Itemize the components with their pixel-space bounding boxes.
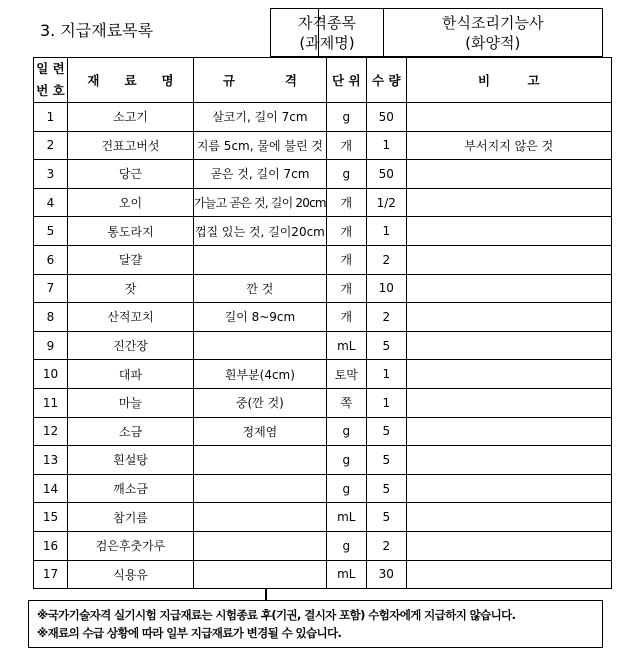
spec: 깐 것 — [194, 274, 327, 303]
unit: mL — [326, 560, 366, 589]
row-no: 1 — [34, 103, 68, 132]
value-line2: (화양적) — [465, 33, 521, 52]
quantity: 5 — [366, 331, 406, 360]
unit: mL — [326, 503, 366, 532]
section-title: 3. 지급재료목록 — [40, 21, 154, 40]
material-name: 깨소금 — [68, 474, 194, 503]
unit: 개 — [326, 217, 366, 246]
row-no: 17 — [34, 560, 68, 589]
unit: g — [326, 160, 366, 189]
material-name: 소고기 — [68, 103, 194, 132]
spec: 곧은 것, 길이 7cm — [194, 160, 327, 189]
connector-line — [265, 588, 267, 600]
label-line2: (과제명) — [299, 33, 355, 52]
table-row — [34, 131, 612, 160]
table-row — [34, 388, 612, 417]
spec: 껍질 있는 것, 길이20cm — [194, 217, 327, 246]
value-line1: 한식조리기능사 — [442, 13, 544, 32]
spec — [194, 531, 327, 560]
row-no: 12 — [34, 417, 68, 446]
row-no: 13 — [34, 446, 68, 475]
remark — [406, 245, 611, 274]
table-row — [34, 360, 612, 389]
row-no: 15 — [34, 503, 68, 532]
unit: 개 — [326, 245, 366, 274]
row-no: 2 — [34, 131, 68, 160]
remark — [406, 274, 611, 303]
remark — [406, 474, 611, 503]
table-row — [34, 188, 612, 217]
unit: g — [326, 474, 366, 503]
qualification-value — [383, 8, 604, 57]
spec — [194, 560, 327, 589]
material-name: 흰설탕 — [68, 446, 194, 475]
spec: 살코기, 길이 7cm — [194, 103, 327, 132]
table-row — [34, 503, 612, 532]
remark — [406, 217, 611, 246]
label-line1: 자격종목 — [298, 13, 356, 32]
table-row — [34, 160, 612, 189]
material-name: 진간장 — [68, 331, 194, 360]
table-row — [34, 303, 612, 332]
spec — [194, 474, 327, 503]
quantity: 1 — [366, 131, 406, 160]
col-spec: 규 격 — [194, 58, 327, 103]
table-header — [34, 58, 612, 103]
table-row — [34, 331, 612, 360]
table-row — [34, 103, 612, 132]
unit: g — [326, 103, 366, 132]
remark — [406, 188, 611, 217]
row-no: 11 — [34, 388, 68, 417]
remark — [406, 360, 611, 389]
table-row — [34, 531, 612, 560]
quantity: 2 — [366, 531, 406, 560]
row-no: 4 — [34, 188, 68, 217]
table-row — [34, 560, 612, 589]
unit: 개 — [326, 188, 366, 217]
table-row — [34, 274, 612, 303]
unit: 개 — [326, 131, 366, 160]
row-no: 8 — [34, 303, 68, 332]
quantity: 10 — [366, 274, 406, 303]
unit: mL — [326, 331, 366, 360]
col-no — [34, 58, 68, 103]
row-no: 5 — [34, 217, 68, 246]
col-no-line1: 일 련 — [36, 61, 65, 76]
material-name: 달걀 — [68, 245, 194, 274]
quantity: 5 — [366, 446, 406, 475]
material-name: 건표고버섯 — [68, 131, 194, 160]
quantity: 5 — [366, 474, 406, 503]
table-row — [34, 417, 612, 446]
unit: 토막 — [326, 360, 366, 389]
notice-line: ※국가기술자격 실기시험 지급재료는 시험종료 후(기권, 결시자 포함) 수험자에게 지급하지 않습니다. — [37, 608, 516, 622]
table-row — [34, 474, 612, 503]
row-no: 6 — [34, 245, 68, 274]
remark — [406, 503, 611, 532]
material-name: 식용유 — [68, 560, 194, 589]
col-qty: 수 량 — [366, 58, 406, 103]
quantity: 5 — [366, 503, 406, 532]
remark — [406, 388, 611, 417]
spec — [194, 503, 327, 532]
quantity: 1/2 — [366, 188, 406, 217]
remark — [406, 560, 611, 589]
unit: g — [326, 446, 366, 475]
quantity: 2 — [366, 245, 406, 274]
row-no: 9 — [34, 331, 68, 360]
spec — [194, 245, 327, 274]
spec: 길이 8~9cm — [194, 303, 327, 332]
material-name: 참기름 — [68, 503, 194, 532]
quantity: 50 — [366, 160, 406, 189]
material-name: 잣 — [68, 274, 194, 303]
unit: 쪽 — [326, 388, 366, 417]
col-name: 재 료 명 — [68, 58, 194, 103]
material-name: 검은후춧가루 — [68, 531, 194, 560]
table-row — [34, 446, 612, 475]
table-row — [34, 217, 612, 246]
quantity: 2 — [366, 303, 406, 332]
unit: 개 — [326, 303, 366, 332]
spec: 중(깐 것) — [194, 388, 327, 417]
material-name: 소금 — [68, 417, 194, 446]
material-name: 산적꼬치 — [68, 303, 194, 332]
row-no: 3 — [34, 160, 68, 189]
row-no: 7 — [34, 274, 68, 303]
material-name: 마늘 — [68, 388, 194, 417]
quantity: 50 — [366, 103, 406, 132]
table-row — [34, 245, 612, 274]
col-note: 비 고 — [406, 58, 611, 103]
materials-table — [33, 57, 612, 589]
spec: 정제염 — [194, 417, 327, 446]
remark — [406, 303, 611, 332]
remark — [406, 103, 611, 132]
remark — [406, 160, 611, 189]
notice-box — [28, 600, 603, 648]
quantity: 1 — [366, 388, 406, 417]
notice-line: ※재료의 수급 상황에 따라 일부 지급재료가 변경될 수 있습니다. — [37, 626, 342, 640]
row-no: 10 — [34, 360, 68, 389]
quantity: 1 — [366, 217, 406, 246]
unit: 개 — [326, 274, 366, 303]
unit: g — [326, 417, 366, 446]
material-name: 통도라지 — [68, 217, 194, 246]
spec: 지름 5cm, 물에 불린 것 — [194, 131, 327, 160]
remark — [406, 331, 611, 360]
material-name: 오이 — [68, 188, 194, 217]
qualification-label — [270, 8, 384, 57]
remark — [406, 446, 611, 475]
spec — [194, 331, 327, 360]
col-no-line2: 번 호 — [36, 83, 65, 98]
row-no: 16 — [34, 531, 68, 560]
material-name: 대파 — [68, 360, 194, 389]
unit: g — [326, 531, 366, 560]
spec: 가늘고 곧은 것, 길이 20cm — [194, 188, 327, 217]
material-name: 당근 — [68, 160, 194, 189]
spec — [194, 446, 327, 475]
remark: 부서지지 않은 것 — [406, 131, 611, 160]
quantity: 30 — [366, 560, 406, 589]
remark — [406, 417, 611, 446]
row-no: 14 — [34, 474, 68, 503]
remark — [406, 531, 611, 560]
quantity: 5 — [366, 417, 406, 446]
quantity: 1 — [366, 360, 406, 389]
col-unit: 단 위 — [326, 58, 366, 103]
spec: 흰부분(4cm) — [194, 360, 327, 389]
